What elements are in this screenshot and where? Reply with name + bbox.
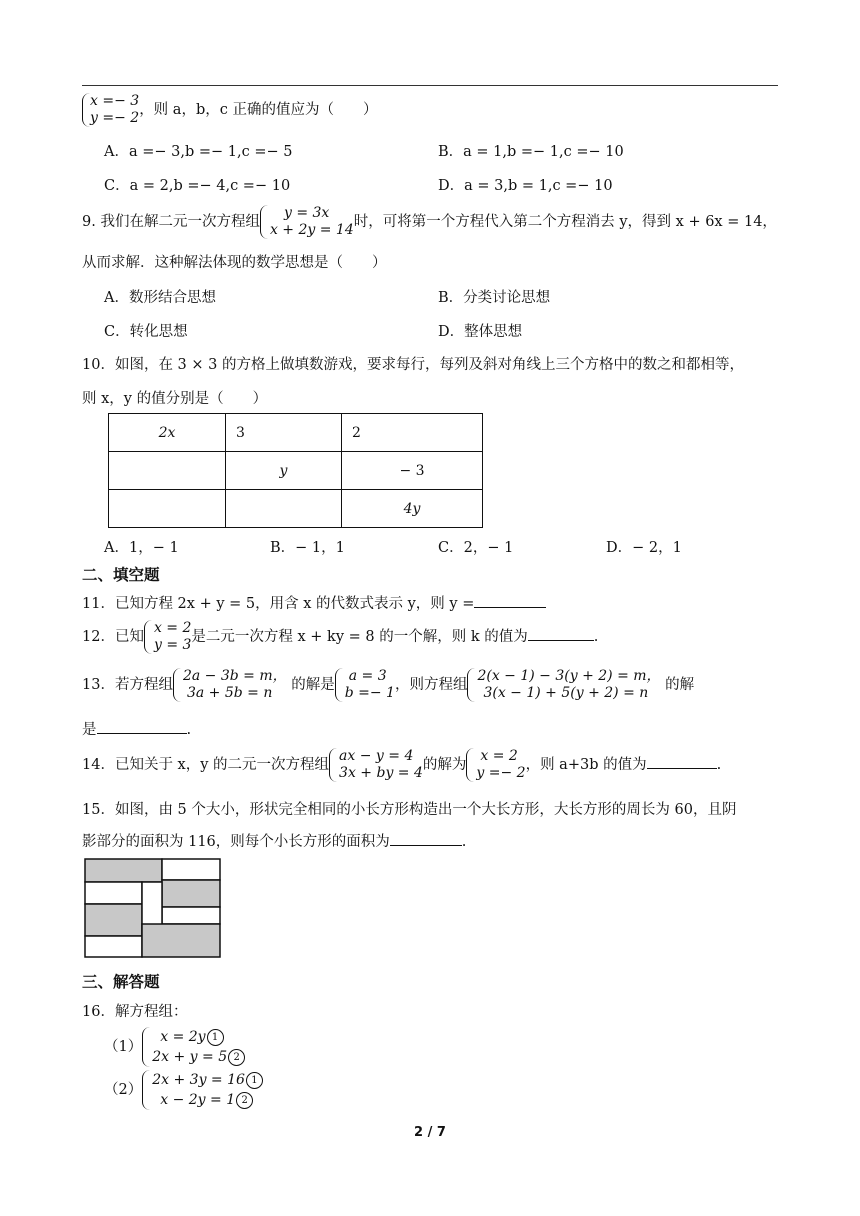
- q8-option-b: B．a = 1,b =− 1,c =− 10: [438, 144, 624, 160]
- q9-equation-system: y = 3x x + 2y = 14: [260, 205, 354, 239]
- grid-cell: − 3: [342, 452, 483, 490]
- q13-system-b: a = 3 b =− 1: [335, 668, 395, 702]
- grid-cell: 4y: [342, 490, 483, 528]
- q11-stem: 11．已知方程 2x + y = 5，用含 x 的代数式表示 y，则 y =: [82, 592, 546, 613]
- answer-blank[interactable]: [97, 719, 187, 734]
- white-rectangle: [162, 859, 220, 880]
- grid-cell: [109, 452, 226, 490]
- q16-system-1: x = 2y 1 2x + y = 5 2: [142, 1027, 245, 1067]
- q9-option-d: D．整体思想: [438, 324, 523, 340]
- shaded-rectangle: [85, 859, 162, 882]
- q8-stem: x =− 3 y =− 2 ，则 a，b，c 正确的值应为（ ）: [82, 93, 377, 127]
- q8-option-c: C．a = 2,b =− 4,c =− 10: [104, 178, 291, 194]
- q9-stem: 9. 我们在解二元一次方程组 y = 3x x + 2y = 14 时，可将第一个方程代入第二个方程消去 y，得到 x + 6x = 14，: [82, 205, 777, 238]
- magic-square-grid: [108, 413, 483, 528]
- shaded-rectangle: [85, 904, 142, 936]
- page-number: 2 / 7: [414, 1125, 446, 1140]
- q9-option-a: A．数形结合思想: [104, 290, 216, 306]
- q13-stem: 13．若方程组 2a − 3b = m， 3a + 5b = n 的解是 a = 3 b =− 1 ，则方程组 2(x − 1) − 3(y + 2) = m， 3(x − 1) + 5(y + 2) = n 的解: [82, 668, 695, 701]
- answer-blank[interactable]: [474, 593, 546, 608]
- circled-number-1: 1: [207, 1029, 224, 1046]
- answer-blank[interactable]: [528, 626, 594, 641]
- q8-option-a: A．a =− 3,b =− 1,c =− 5: [104, 144, 293, 160]
- q13-stem-line2: 是 .: [82, 718, 191, 739]
- q10-stem: 10．如图，在 3 × 3 的方格上做填数游戏，要求每行，每列及斜对角线上三个方格中的数之和都相等，: [82, 357, 744, 373]
- q16-system-2: 2x + 3y = 16 1 x − 2y = 1 2: [142, 1070, 263, 1110]
- q14-system-b: x = 2 y =− 2: [466, 748, 525, 782]
- circled-number-1: 1: [246, 1072, 263, 1089]
- white-rectangle: [85, 936, 142, 957]
- q10-option-b: B．− 1，1: [270, 540, 345, 556]
- q10-stem-line2: 则 x，y 的值分别是（ ）: [82, 391, 268, 407]
- q9-stem-line2: 从而求解．这种解法体现的数学思想是（ ）: [82, 255, 387, 271]
- white-rectangle: [85, 882, 142, 904]
- q10-option-c: C．2，− 1: [438, 540, 514, 556]
- q12-stem: 12．已知 x = 2 y = 3 是二元一次方程 x + ky = 8 的一个解，则 k 的值为 .: [82, 620, 599, 653]
- answer-blank[interactable]: [390, 831, 462, 846]
- white-rectangle: [162, 907, 220, 924]
- q9-option-c: C．转化思想: [104, 324, 188, 340]
- shaded-rectangle: [162, 880, 220, 907]
- q15-stem-line2: 影部分的面积为 116，则每个小长方形的面积为 .: [82, 830, 466, 851]
- q16-part2: （2） 2x + 3y = 16 1 x − 2y = 1 2: [104, 1070, 263, 1110]
- q14-stem: 14．已知关于 x，y 的二元一次方程组 ax − y = 4 3x + by = 4 的解为 x = 2 y =− 2 ，则 a+3b 的值为 .: [82, 748, 722, 781]
- q15-stem: 15．如图，由 5 个大小，形状完全相同的小长方形构造出一个大长方形，大长方形的周长为 60，且阴: [82, 802, 737, 818]
- grid-cell: 2x: [109, 414, 226, 452]
- grid-cell: 3: [226, 414, 342, 452]
- circled-number-2: 2: [236, 1092, 253, 1109]
- answer-blank[interactable]: [647, 754, 717, 769]
- q8-option-d: D．a = 3,b = 1,c =− 10: [438, 178, 613, 194]
- grid-cell: y: [226, 452, 342, 490]
- shaded-rectangle: [142, 924, 220, 957]
- circled-number-2: 2: [228, 1049, 245, 1066]
- q16-stem: 16．解方程组：: [82, 1004, 188, 1020]
- q13-system-c: 2(x − 1) − 3(y + 2) = m， 3(x − 1) + 5(y + 2) = n: [467, 668, 660, 702]
- rectangle-puzzle-figure: [84, 858, 222, 958]
- q12-equation-system: x = 2 y = 3: [144, 620, 191, 654]
- header-rule: [82, 85, 778, 86]
- q10-option-a: A．1，− 1: [104, 540, 179, 556]
- q8-equation-system: x =− 3 y =− 2: [82, 93, 139, 127]
- q13-system-a: 2a − 3b = m， 3a + 5b = n: [173, 668, 287, 702]
- section-heading-solve: 三、解答题: [82, 973, 160, 991]
- grid-cell: [226, 490, 342, 528]
- section-heading-fill-in: 二、填空题: [82, 566, 160, 584]
- grid-cell: 2: [342, 414, 483, 452]
- q16-part1: （1） x = 2y 1 2x + y = 5 2: [104, 1027, 245, 1067]
- q10-option-d: D．− 2，1: [606, 540, 682, 556]
- q14-system-a: ax − y = 4 3x + by = 4: [329, 748, 423, 782]
- grid-cell: [109, 490, 226, 528]
- q9-option-b: B．分类讨论思想: [438, 290, 551, 306]
